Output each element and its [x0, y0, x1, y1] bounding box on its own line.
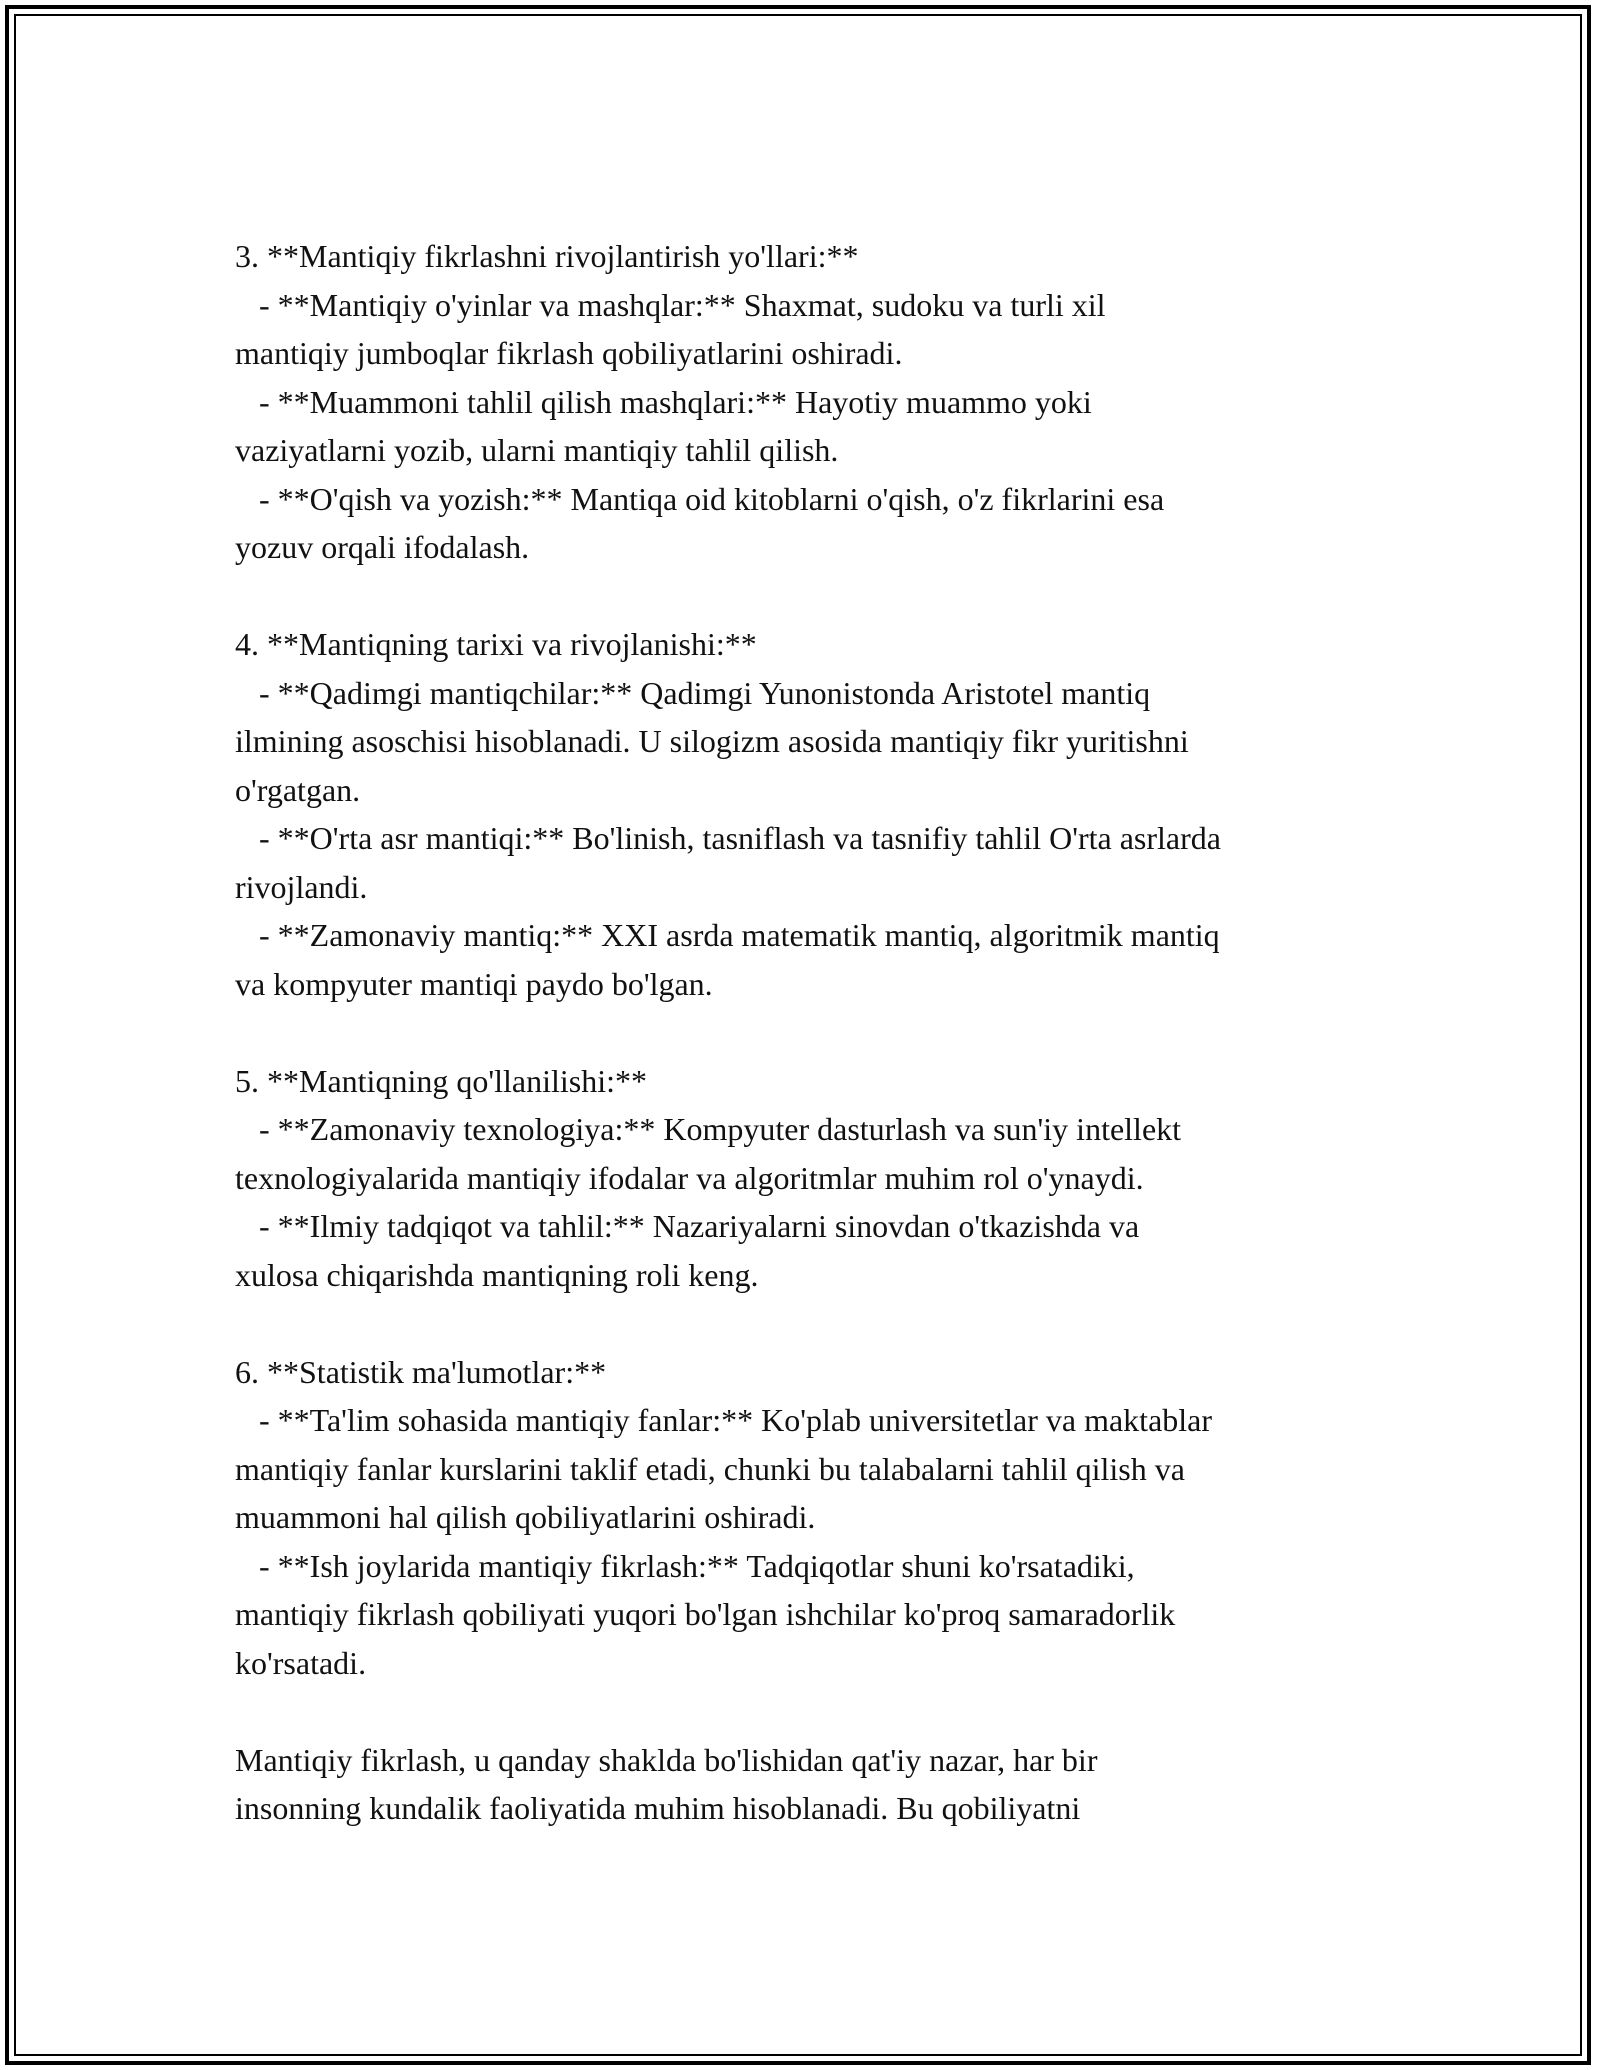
bullet-line: - **Zamonaviy texnologiya:** Kompyuter dasturlash va sun'iy intellekt: [235, 1111, 1182, 1147]
bullet-line: - **Mantiqiy o'yinlar va mashqlar:** Shaxmat, sudoku va turli xil: [235, 286, 1106, 323]
section-5: [235, 1057, 1375, 1300]
section-heading: 6. **Statistik ma'lumotlar:**: [235, 1353, 607, 1390]
bullet-line: - **Muammoni tahlil qilish mashqlari:** Hayotiy muammo yoki: [235, 383, 1092, 420]
bullet-line: - **Zamonaviy mantiq:** XXI asrda matematik mantiq, algoritmik mantiq: [235, 917, 1220, 953]
text-line: texnologiyalarida mantiqiy ifodalar va algoritmlar muhim rol o'ynaydi.: [235, 1159, 1144, 1196]
paragraph-spacer: [235, 1299, 1375, 1348]
text-line: yozuv orqali ifodalash.: [235, 529, 530, 565]
closing-paragraph: [235, 1736, 1375, 1833]
text-line: insonning kundalik faoliyatida muhim hisoblanadi. Bu qobiliyatni: [235, 1790, 1081, 1826]
text-line: rivojlandi.: [235, 868, 368, 905]
bullet-line: - **Ilmiy tadqiqot va tahlil:** Nazariyalarni sinovdan o'tkazishda va: [235, 1208, 1140, 1244]
bullet-line: - **Qadimgi mantiqchilar:** Qadimgi Yunonistonda Aristotel mantiq: [235, 674, 1151, 711]
section-heading: 3. **Mantiqiy fikrlashni rivojlantirish yo'llari:**: [235, 238, 859, 274]
section-heading: 4. **Mantiqning tarixi va rivojlanishi:**: [235, 626, 757, 662]
text-line: mantiqiy jumboqlar fikrlash qobiliyatlarini oshiradi.: [235, 335, 903, 371]
section-3: [235, 232, 1375, 572]
bullet-line: - **O'qish va yozish:** Mantiqa oid kitoblarni o'qish, o'z fikrlarini esa: [235, 480, 1165, 517]
text-line: mantiqiy fikrlash qobiliyati yuqori bo'lgan ishchilar ko'proq samaradorlik: [235, 1596, 1176, 1632]
text-line: muammoni hal qilish qobiliyatlarini oshiradi.: [235, 1499, 816, 1535]
text-line: ilmining asoschisi hisoblanadi. U silogizm asosida mantiqiy fikr yuritishni: [235, 723, 1189, 759]
document-text: [235, 232, 1375, 1833]
bullet-line: - **Ta'lim sohasida mantiqiy fanlar:** Ko'plab universitetlar va maktablar: [235, 1402, 1213, 1438]
text-line: Mantiqiy fikrlash, u qanday shaklda bo'lishidan qat'iy nazar, har bir: [235, 1741, 1098, 1778]
section-heading: 5. **Mantiqning qo'llanilishi:**: [235, 1062, 647, 1099]
text-line: mantiqiy fanlar kurslarini taklif etadi, chunki bu talabalarni tahlil qilish va: [235, 1450, 1185, 1487]
text-line: va kompyuter mantiqi paydo bo'lgan.: [235, 965, 713, 1002]
bullet-line: - **Ish joylarida mantiqiy fikrlash:** Tadqiqotlar shuni ko'rsatadiki,: [235, 1547, 1135, 1584]
text-line: vaziyatlarni yozib, ularni mantiqiy tahlil qilish.: [235, 432, 839, 468]
paragraph-spacer: [235, 1687, 1375, 1736]
section-4: [235, 620, 1375, 1008]
paragraph-spacer: [235, 572, 1375, 621]
text-line: o'rgatgan.: [235, 771, 361, 808]
bullet-line: - **O'rta asr mantiqi:** Bo'linish, tasniflash va tasnifiy tahlil O'rta asrlarda: [235, 820, 1221, 856]
text-line: xulosa chiqarishda mantiqning roli keng.: [235, 1256, 759, 1293]
paragraph-spacer: [235, 1008, 1375, 1057]
text-line: ko'rsatadi.: [235, 1644, 367, 1681]
section-6: [235, 1348, 1375, 1688]
